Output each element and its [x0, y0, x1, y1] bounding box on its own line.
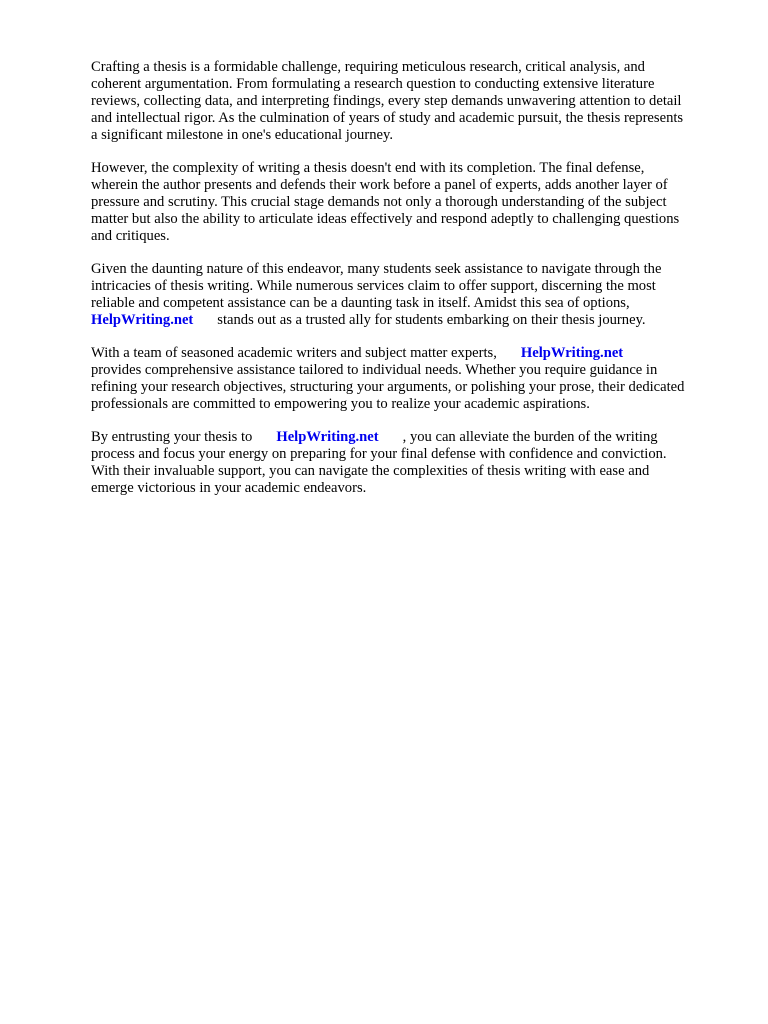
text-line: intricacies of thesis writing. While numerous services claim to offer support, discerning the most [91, 278, 656, 294]
text-line: refining your research objectives, structuring your arguments, or polishing your prose, their dedicated [91, 379, 685, 395]
text-line: wherein the author presents and defends their work before a panel of experts, adds another layer of [91, 177, 668, 193]
text-line-with-link [91, 429, 731, 446]
text-line: reviews, collecting data, and interpreting findings, every step demands unwavering attention to detail [91, 93, 682, 109]
text-line: professionals are committed to empowering you to realize your academic aspirations. [91, 396, 590, 412]
text-line: coherent argumentation. From formulating a research question to conducting extensive literature [91, 76, 655, 92]
text-line: With their invaluable support, you can navigate the complexities of thesis writing with ease and [91, 463, 650, 479]
paragraph-intro [91, 59, 731, 144]
text-line: emerge victorious in your academic endeavors. [91, 480, 367, 496]
document-page [91, 59, 731, 513]
text-fragment: , you can alleviate the burden of the writing [402, 429, 658, 445]
paragraph-team [91, 345, 731, 413]
paragraph-defense [91, 160, 731, 245]
text-line: pressure and scrutiny. This crucial stage demands not only a thorough understanding of the subject [91, 194, 667, 210]
text-line: and critiques. [91, 228, 170, 244]
text-fragment: With a team of seasoned academic writers and subject matter experts, [91, 345, 497, 361]
text-line-with-link [91, 312, 731, 329]
text-line: reliable and competent assistance can be a daunting task in itself. Amidst this sea of options, [91, 295, 630, 311]
text-fragment: By entrusting your thesis to [91, 429, 253, 445]
helpwriting-link[interactable]: HelpWriting.net [520, 345, 624, 361]
helpwriting-link[interactable]: HelpWriting.net [91, 312, 194, 328]
text-line-with-link [91, 345, 731, 362]
text-line: a significant milestone in one's educational journey. [91, 127, 393, 143]
text-line: provides comprehensive assistance tailored to individual needs. Whether you require guidance in [91, 362, 658, 378]
paragraph-conclusion [91, 429, 731, 497]
text-fragment: stands out as a trusted ally for students embarking on their thesis journey. [217, 312, 646, 328]
text-line: Given the daunting nature of this endeavor, many students seek assistance to navigate through the [91, 261, 662, 277]
text-line: Crafting a thesis is a formidable challenge, requiring meticulous research, critical analysis, and [91, 59, 645, 75]
text-line: process and focus your energy on preparing for your final defense with confidence and conviction. [91, 446, 667, 462]
text-line: matter but also the ability to articulate ideas effectively and respond adeptly to challenging questions [91, 211, 680, 227]
text-line: and intellectual rigor. As the culmination of years of study and academic pursuit, the thesis represents [91, 110, 684, 126]
paragraph-assistance [91, 261, 731, 329]
text-line: However, the complexity of writing a thesis doesn't end with its completion. The final defense, [91, 160, 645, 176]
helpwriting-link[interactable]: HelpWriting.net [276, 429, 379, 445]
